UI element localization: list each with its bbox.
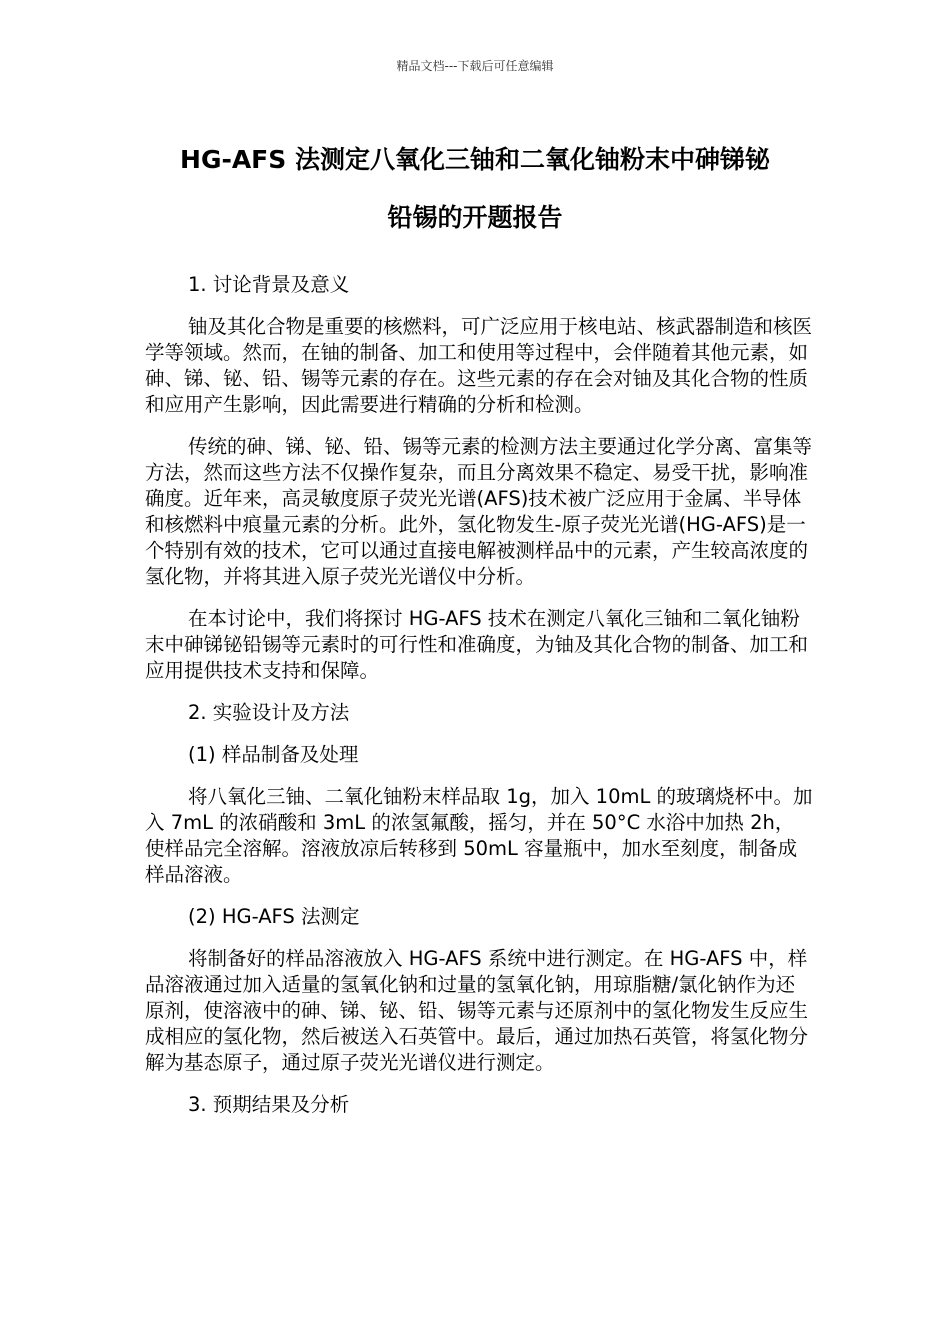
page-header-note: 精品文档---下载后可任意编辑 [396, 59, 554, 73]
paragraph-study-aim: 在本讨论中，我们将探讨 HG-AFS 技术在测定八氧化三铀和二氧化铀粉末中砷锑铋铅锡等元素时的可行性和准确度，为铀及其化合物的制备、加工和应用提供技术支持和保障。 [145, 607, 809, 682]
section-heading-expected-results: 3. 预期结果及分析 [188, 1093, 350, 1116]
document-title-line-1: HG-AFS 法测定八氧化三铀和二氧化铀粉末中砷锑铋 [180, 145, 770, 174]
paragraph-sample-prep: 将八氧化三铀、二氧化铀粉末样品取 1g，加入 10mL 的玻璃烧杯中。加入 7mL 的浓硝酸和 3mL 的浓氢氟酸，摇匀，并在 50°C 水浴中加热 2h，使样品完全溶解。溶液放凉后转移到 50mL 容量瓶中，加水至刻度，制备成样品溶液。 [145, 785, 813, 886]
document-body [145, 272, 813, 1134]
section-heading-experiment: 2. 实验设计及方法 [188, 701, 350, 724]
paragraph-uranium-importance: 铀及其化合物是重要的核燃料，可广泛应用于核电站、核武器制造和核医学等领域。然而，在铀的制备、加工和使用等过程中，会伴随着其他元素，如砷、锑、铋、铅、锡等元素的存在。这些元素的存在会对铀及其化合物的性质和应用产生影响，因此需要进行精确的分析和检测。 [145, 315, 813, 416]
section-heading-background: 1. 讨论背景及意义 [188, 273, 350, 296]
document-title-line-2: 铅锡的开题报告 [387, 203, 563, 232]
subsection-heading-sample-prep: (1) 样品制备及处理 [188, 743, 359, 766]
paragraph-traditional-methods: 传统的砷、锑、铋、铅、锡等元素的检测方法主要通过化学分离、富集等方法，然而这些方法不仅操作复杂，而且分离效果不稳定、易受干扰，影响准确度。近年来，高灵敏度原子荧光光谱(AFS)技术被广泛应用于金属、半导体和核燃料中痕量元素的分析。此外，氢化物发生-原子荧光光谱(HG-AFS)是一个特别有效的技术，它可以通过直接电解被测样品中的元素，产生较高浓度的氢化物，并将其进入原子荧光光谱仪中分析。 [145, 435, 813, 588]
subsection-heading-hg-afs: (2) HG-AFS 法测定 [188, 905, 360, 928]
paragraph-hg-afs-method: 将制备好的样品溶液放入 HG-AFS 系统中进行测定。在 HG-AFS 中，样品溶液通过加入适量的氢氧化钠和过量的氢氧化钠，用琼脂糖/氯化钠作为还原剂，使溶液中的砷、锑、铋、铅、锡等元素与还原剂中的氢化物发生反应生成相应的氢化物，然后被送入石英管中。最后，通过加热石英管，将氢化物分解为基态原子，通过原子荧光光谱仪进行测定。 [145, 947, 809, 1074]
